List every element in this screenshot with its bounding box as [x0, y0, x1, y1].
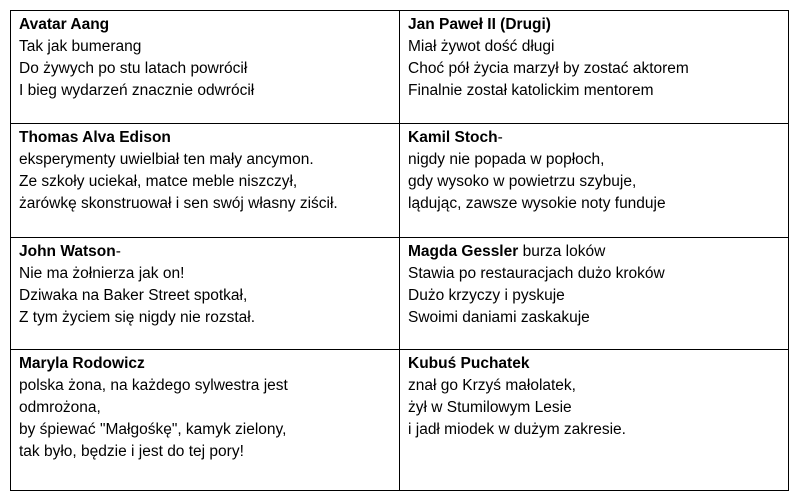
- poem-line: polska żona, na każdego sylwestra jest: [19, 377, 288, 394]
- cell-john-watson: [11, 238, 400, 350]
- cell-maryla-rodowicz: [11, 350, 400, 491]
- cell-kubus-puchatek: [400, 350, 789, 491]
- table-row: [11, 124, 789, 238]
- poem-line: eksperymenty uwielbiał ten mały ancymon.: [19, 151, 314, 168]
- poem-line: Z tym życiem się nigdy nie rozstał.: [19, 309, 256, 326]
- poem-line: żarówkę skonstruował i sen swój własny ziścił.: [19, 195, 338, 212]
- cell-title: Maryla Rodowicz: [19, 355, 145, 372]
- cell-title-suffix: burza loków: [518, 243, 606, 260]
- cell-title: Avatar Aang: [19, 16, 110, 33]
- poem-line: lądując, zawsze wysokie noty funduje: [408, 195, 666, 212]
- poem-line: i jadł miodek w dużym zakresie.: [408, 421, 626, 438]
- poem-line: Tak jak bumerang: [19, 38, 142, 55]
- cell-title: Kubuś Puchatek: [408, 355, 530, 372]
- poem-line: nigdy nie popada w popłoch,: [408, 151, 605, 168]
- cell-title-suffix: -: [115, 243, 121, 260]
- poem-line: I bieg wydarzeń znacznie odwrócił: [19, 82, 255, 99]
- poems-table: [10, 10, 789, 491]
- poem-line: żył w Stumilowym Lesie: [408, 399, 572, 416]
- poem-line: tak było, będzie i jest do tej pory!: [19, 443, 244, 460]
- poem-line: Swoimi daniami zaskakuje: [408, 309, 590, 326]
- poem-line: Dziwaka na Baker Street spotkał,: [19, 287, 248, 304]
- poem-line: Dużo krzyczy i pyskuje: [408, 287, 565, 304]
- cell-title: John Watson: [19, 243, 116, 260]
- cell-title: Jan Paweł II (Drugi): [408, 16, 551, 33]
- poem-line: Finalnie został katolickim mentorem: [408, 82, 654, 99]
- poem-line: Nie ma żołnierza jak on!: [19, 265, 185, 282]
- cell-magda-gessler: [400, 238, 789, 350]
- poem-line: by śpiewać "Małgośkę", kamyk zielony,: [19, 421, 287, 438]
- cell-title: Magda Gessler: [408, 243, 519, 260]
- cell-title: Thomas Alva Edison: [19, 129, 171, 146]
- table-row: [11, 11, 789, 124]
- cell-title-suffix: -: [497, 129, 503, 146]
- poem-line: znał go Krzyś małolatek,: [408, 377, 576, 394]
- poem-line: gdy wysoko w powietrzu szybuje,: [408, 173, 637, 190]
- poem-line: odmrożona,: [19, 399, 101, 416]
- poem-line: Miał żywot dość długi: [408, 38, 555, 55]
- cell-jan-pawel-ii: [400, 11, 789, 124]
- poem-line: Stawia po restauracjach dużo kroków: [408, 265, 665, 282]
- poem-line: Do żywych po stu latach powrócił: [19, 60, 248, 77]
- table-row: [11, 350, 789, 491]
- table-row: [11, 238, 789, 350]
- cell-avatar-aang: [11, 11, 400, 124]
- poem-line: Ze szkoły uciekał, matce meble niszczył,: [19, 173, 298, 190]
- cell-kamil-stoch: [400, 124, 789, 238]
- cell-thomas-edison: [11, 124, 400, 238]
- cell-title: Kamil Stoch: [408, 129, 498, 146]
- poem-line: Choć pół życia marzył by zostać aktorem: [408, 60, 689, 77]
